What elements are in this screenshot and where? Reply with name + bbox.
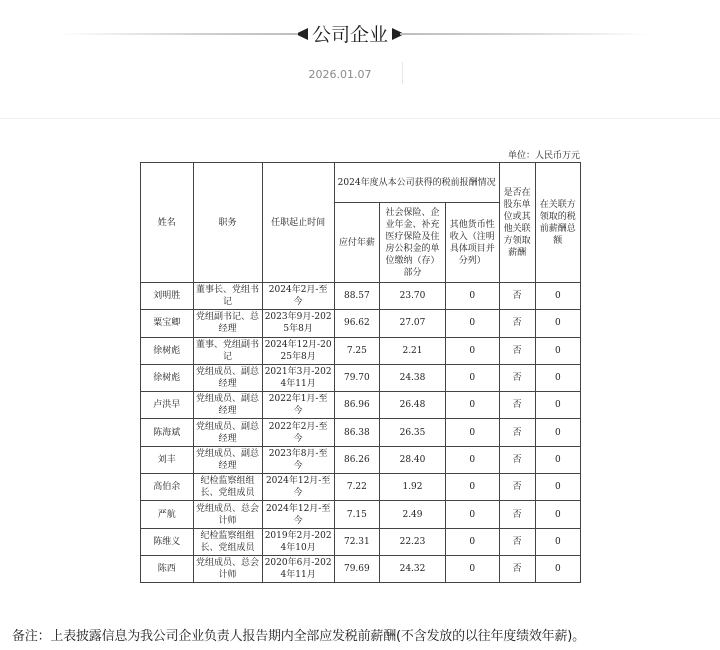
cell-term: 2024年12月-2025年8月 [262,337,334,364]
footnote: 备注：上表披露信息为我公司企业负责人报告期内全部应发税前薪酬(不含发放的以往年度绩效年薪)。 [12,629,585,644]
cell-position: 党组成员、副总经理 [193,392,262,419]
table-row [141,337,581,364]
cell-social: 2.49 [380,501,446,528]
cell-social: 24.38 [380,364,446,391]
cell-social: 28.40 [380,446,446,473]
cell-position: 纪检监察组组长、党组成员 [193,474,262,501]
table-row [141,310,581,337]
cell-position: 董事长、党组书记 [193,283,262,310]
cell-related: 0 [535,501,580,528]
header-related-pay: 在关联方领取的税前薪酬总额 [535,163,580,283]
cell-term: 2023年9月-2025年8月 [262,310,334,337]
cell-related: 0 [535,283,580,310]
cell-related: 0 [535,555,580,582]
table-row [141,364,581,391]
cell-other: 0 [445,283,499,310]
cell-name: 陈海斌 [141,419,194,446]
compensation-table [140,162,581,583]
cell-shareholder: 否 [499,501,535,528]
header-position: 职务 [193,163,262,283]
cell-social: 22.23 [380,528,446,555]
cell-shareholder: 否 [499,446,535,473]
cell-shareholder: 否 [499,310,535,337]
cell-term: 2024年12月-至今 [262,474,334,501]
cell-related: 0 [535,474,580,501]
cell-related: 0 [535,528,580,555]
cell-shareholder: 否 [499,283,535,310]
cell-term: 2024年12月-至今 [262,501,334,528]
cell-position: 党组成员、副总经理 [193,419,262,446]
table-body [141,283,581,583]
cell-social: 1.92 [380,474,446,501]
cell-social: 2.21 [380,337,446,364]
cell-term: 2022年2月-至今 [262,419,334,446]
cell-other: 0 [445,419,499,446]
cell-other: 0 [445,528,499,555]
cell-shareholder: 否 [499,555,535,582]
cell-salary: 7.15 [334,501,379,528]
table-row [141,528,581,555]
cell-name: 粟宝卿 [141,310,194,337]
cell-position: 党组成员、副总经理 [193,446,262,473]
cell-name: 卢洪早 [141,392,194,419]
cell-social: 23.70 [380,283,446,310]
cell-term: 2022年1月-至今 [262,392,334,419]
cell-salary: 79.70 [334,364,379,391]
cell-name: 刘明胜 [141,283,194,310]
cell-salary: 86.38 [334,419,379,446]
header-term: 任职起止时间 [262,163,334,283]
cell-name: 徐树彪 [141,364,194,391]
header-shareholder-pay: 是否在股东单位或其他关联方领取薪酬 [499,163,535,283]
cell-position: 党组成员、总会计师 [193,501,262,528]
cell-salary: 86.26 [334,446,379,473]
article-header [0,0,720,118]
publish-date: 2026.01.07 [308,68,372,81]
cell-term: 2021年3月-2024年11月 [262,364,334,391]
cell-related: 0 [535,446,580,473]
cell-salary: 88.57 [334,283,379,310]
table-row [141,392,581,419]
table-row [141,283,581,310]
cell-other: 0 [445,555,499,582]
cell-position: 党组成员、副总经理 [193,364,262,391]
cell-shareholder: 否 [499,337,535,364]
cell-name: 陈维义 [141,528,194,555]
cell-position: 党组成员、总会计师 [193,555,262,582]
title-decor-line-left [60,33,300,35]
header-compensation-group: 2024年度从本公司获得的税前报酬情况 [334,163,499,203]
table-unit-label: 单位：人民币万元 [507,151,580,161]
title-decor-line-right [400,33,650,35]
cell-other: 0 [445,364,499,391]
cell-social: 26.35 [380,419,446,446]
cell-position: 党组副书记、总经理 [193,310,262,337]
header-other-income: 其他货币性收入（注明具体项目并分列） [445,203,499,283]
cell-other: 0 [445,392,499,419]
cell-shareholder: 否 [499,419,535,446]
cell-name: 刘丰 [141,446,194,473]
header-social-insurance: 社会保险、企业年金、补充医疗保险及住房公积金的单位缴纳（存）部分 [380,203,446,283]
cell-name: 徐树彪 [141,337,194,364]
cell-salary: 72.31 [334,528,379,555]
cell-shareholder: 否 [499,392,535,419]
cell-salary: 7.25 [334,337,379,364]
cell-other: 0 [445,446,499,473]
cell-social: 26.48 [380,392,446,419]
cell-related: 0 [535,419,580,446]
cell-social: 27.07 [380,310,446,337]
cell-name: 陈西 [141,555,194,582]
cell-other: 0 [445,310,499,337]
cell-position: 董事、党组副书记 [193,337,262,364]
table-row [141,555,581,582]
cell-salary: 7.22 [334,474,379,501]
table-row [141,474,581,501]
cell-related: 0 [535,337,580,364]
cell-position: 纪检监察组组长、党组成员 [193,528,262,555]
cell-related: 0 [535,392,580,419]
table-row [141,446,581,473]
table-row [141,419,581,446]
cell-related: 0 [535,364,580,391]
cell-shareholder: 否 [499,364,535,391]
cell-term: 2023年8月-至今 [262,446,334,473]
cell-other: 0 [445,337,499,364]
cell-shareholder: 否 [499,474,535,501]
table-row [141,501,581,528]
header-salary: 应付年薪 [334,203,379,283]
cell-salary: 86.96 [334,392,379,419]
cell-other: 0 [445,474,499,501]
cell-salary: 96.62 [334,310,379,337]
cell-related: 0 [535,310,580,337]
cell-shareholder: 否 [499,528,535,555]
cell-name: 高伯余 [141,474,194,501]
header-name: 姓名 [141,163,194,283]
cell-name: 严航 [141,501,194,528]
cell-social: 24.32 [380,555,446,582]
cell-other: 0 [445,501,499,528]
cell-salary: 79.69 [334,555,379,582]
date-separator [402,62,403,84]
cell-term: 2020年6月-2024年11月 [262,555,334,582]
page-title: 公司企业 [311,24,388,46]
cell-term: 2024年2月-至今 [262,283,334,310]
cell-term: 2019年2月-2024年10月 [262,528,334,555]
